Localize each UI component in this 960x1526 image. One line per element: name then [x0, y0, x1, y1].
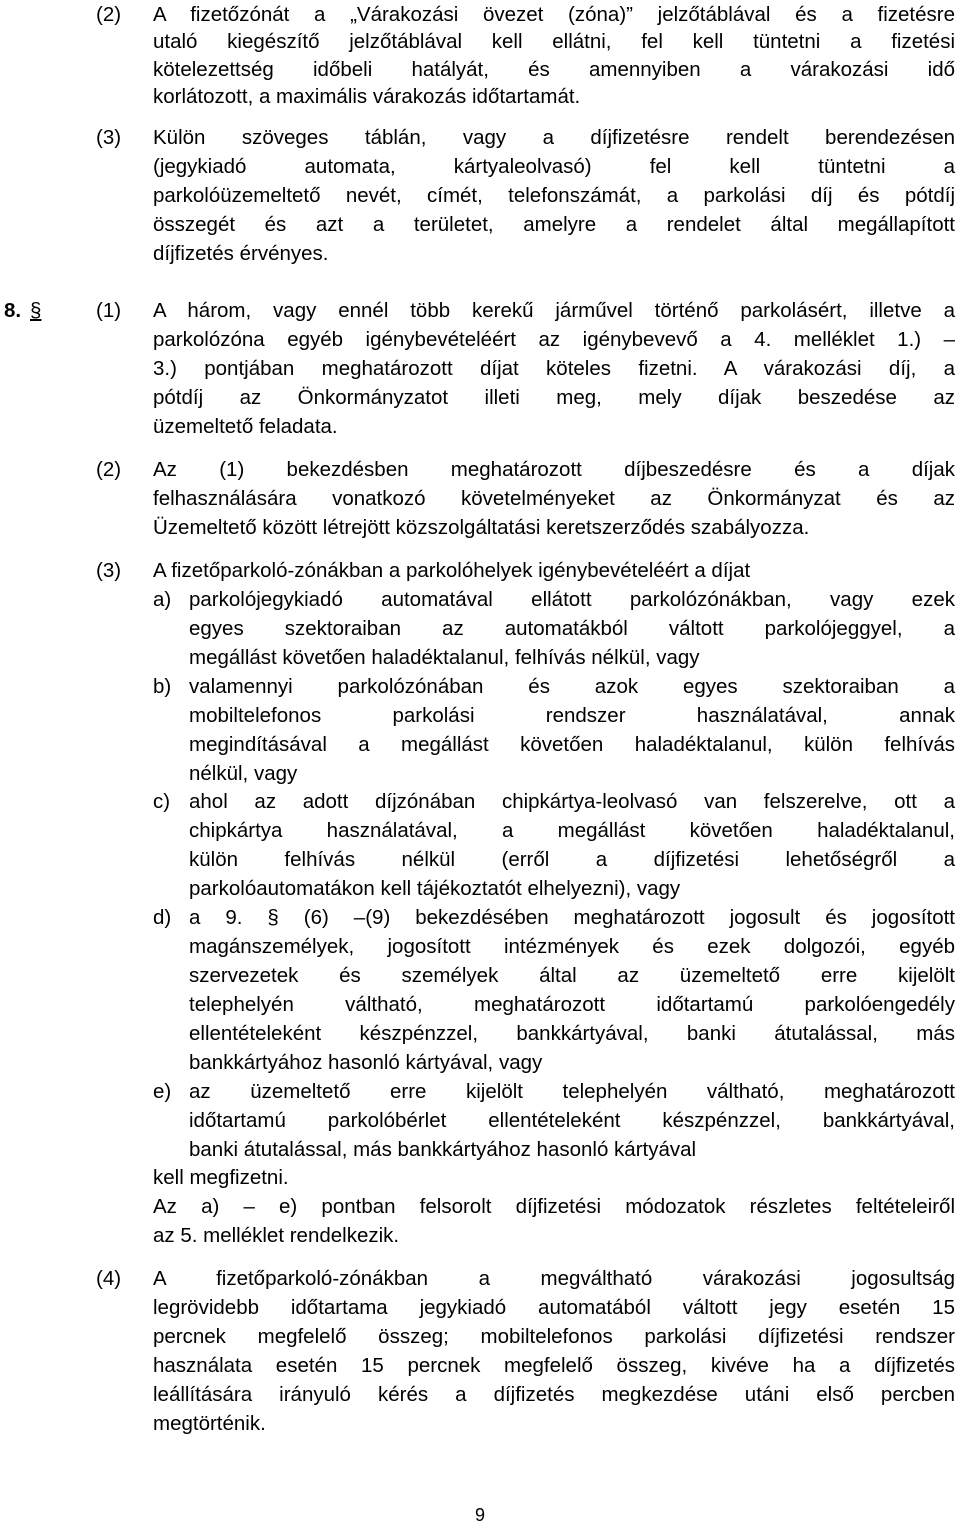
- paragraph-marker: (3): [96, 126, 122, 149]
- text-line: A fizetőzónát a „Várakozási övezet (zóna)” jelzőtáblával és a fizetésre: [153, 3, 955, 26]
- text-line: parkolóautomatákon kell tájékoztatót elhelyezni), vagy: [189, 877, 681, 900]
- text-line: banki átutalással, más bankkártyához hasonló kártyával: [189, 1138, 697, 1161]
- text-line: valamennyi parkolózónában és azok egyes szektoraiban a: [189, 675, 955, 698]
- text-line: 3.) pontjában meghatározott díjat köteles fizetni. A várakozási díj, a: [153, 357, 955, 380]
- text-line: parkolóüzemeltető nevét, címét, telefonszámát, a parkolási díj és pótdíj: [153, 184, 955, 207]
- list-item-label: c): [153, 790, 171, 813]
- text-line: Külön szöveges táblán, vagy a díjfizetésre rendelt berendezésen: [153, 126, 955, 149]
- list-item-label: d): [153, 906, 172, 929]
- text-line: az üzemeltető erre kijelölt telephelyén váltható, meghatározott: [189, 1080, 955, 1103]
- page-number: 9: [474, 1505, 485, 1525]
- text-line: parkolózóna egyéb igénybevételéért az igénybevevő a 4. melléklet 1.) –: [153, 328, 955, 351]
- text-line: korlátozott, a maximális várakozás időtartamát.: [153, 85, 581, 108]
- text-line: kell megfizetni.: [153, 1166, 289, 1189]
- text-line: díjfizetés érvényes.: [153, 242, 329, 265]
- text-line: ellentételeként készpénzzel, bankkártyával, banki átutalással, más: [189, 1022, 955, 1045]
- text-line: megállást követően haladéktalanul, felhívás nélkül, vagy: [189, 646, 700, 669]
- paragraph-marker: (2): [96, 458, 122, 481]
- text-line: időtartamú parkolóbérlet ellentételeként készpénzzel, bankkártyával,: [189, 1109, 955, 1132]
- text-line: használata esetén 15 percnek megfelelő összeg, kivéve ha a díjfizetés: [153, 1354, 955, 1377]
- text-line: üzemeltető feladata.: [153, 415, 338, 438]
- text-line: Üzemeltető között létrejött közszolgáltatási keretszerződés szabályozza.: [153, 516, 810, 539]
- text-line: A fizetőparkoló-zónákban a parkolóhelyek igénybevételéért a díjat: [153, 559, 751, 582]
- text-line: megtörténik.: [153, 1412, 266, 1435]
- text-line: legrövidebb időtartama jegykiadó automatából váltott jegy esetén 15: [153, 1296, 955, 1319]
- text-line: magánszemélyek, jogosított intézmények és ezek dolgozói, egyéb: [189, 935, 955, 958]
- text-line: Az (1) bekezdésben meghatározott díjbeszedésre és a díjak: [153, 458, 955, 481]
- text-line: összegét és azt a területet, amelyre a rendelet által megállapított: [153, 213, 955, 236]
- list-item-label: a): [153, 588, 172, 611]
- text-line: ahol az adott díjzónában chipkártya-leolvasó van felszerelve, ott a: [189, 790, 955, 813]
- text-line: szervezetek és személyek által az üzemeltető erre kijelölt: [189, 964, 955, 987]
- text-line: felhasználására vonatkozó követelményeket az Önkormányzat és az: [153, 487, 955, 510]
- text-line: kötelezettség időbeli hatályát, és amennyiben a várakozási idő: [153, 58, 955, 81]
- text-line: megindításával a megállást követően haladéktalanul, külön felhívás: [189, 733, 955, 756]
- text-line: Az a) – e) pontban felsorolt díjfizetési módozatok részletes feltételeiről: [153, 1195, 955, 1218]
- paragraph-marker: (4): [96, 1267, 122, 1290]
- text-line: utaló kiegészítő jelzőtáblával kell ellátni, fel kell tüntetni a fizetési: [153, 30, 955, 53]
- text-line: parkolójegykiadó automatával ellátott parkolózónákban, vagy ezek: [189, 588, 955, 611]
- text-line: chipkártya használatával, a megállást követően haladéktalanul,: [189, 819, 955, 842]
- text-line: az 5. melléklet rendelkezik.: [153, 1224, 400, 1247]
- section-number: 8.: [4, 299, 22, 322]
- paragraph-marker: (3): [96, 559, 122, 582]
- text-line: a 9. § (6) –(9) bekezdésében meghatározott jogosult és jogosított: [189, 906, 955, 929]
- paragraph-marker: (1): [96, 299, 122, 322]
- text-line: bankkártyához hasonló kártyával, vagy: [189, 1051, 543, 1074]
- text-line: telephelyén váltható, meghatározott időtartamú parkolóengedély: [189, 993, 955, 1016]
- text-line: leállítására irányuló kérés a díjfizetés megkezdése utáni első percben: [153, 1383, 955, 1406]
- text-line: A három, vagy ennél több kerekű járművel történő parkolásért, illetve a: [153, 299, 955, 322]
- text-line: külön felhívás nélkül (erről a díjfizetési lehetőségről a: [189, 848, 955, 871]
- text-line: mobiltelefonos parkolási rendszer használatával, annak: [189, 704, 955, 727]
- paragraph-marker: (2): [96, 3, 122, 26]
- list-item-label: e): [153, 1080, 172, 1103]
- text-line: percnek megfelelő összeg; mobiltelefonos parkolási díjfizetési rendszer: [153, 1325, 955, 1348]
- section-sign: §: [30, 299, 42, 322]
- text-line: nélkül, vagy: [189, 762, 298, 785]
- text-line: (jegykiadó automata, kártyaleolvasó) fel kell tüntetni a: [153, 155, 955, 178]
- text-line: egyes szektoraiban az automatákból váltott parkolójeggyel, a: [189, 617, 955, 640]
- text-line: pótdíj az Önkormányzatot illeti meg, mely díjak beszedése az: [153, 386, 955, 409]
- text-line: A fizetőparkoló-zónákban a megváltható várakozási jogosultság: [153, 1267, 955, 1290]
- list-item-label: b): [153, 675, 172, 698]
